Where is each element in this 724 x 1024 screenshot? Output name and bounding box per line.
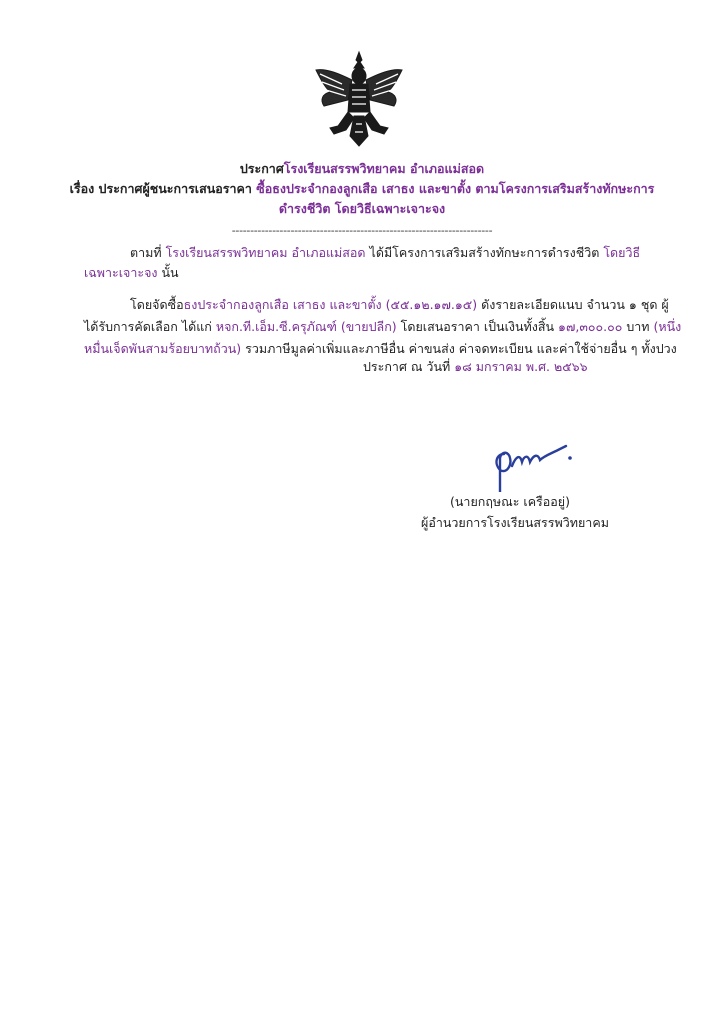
paragraph-2-line-1 (130, 296, 669, 314)
subject-label: เรื่อง ประกาศผู้ชนะการเสนอราคา (69, 181, 252, 196)
subject-line (0, 180, 724, 198)
signature-mark (482, 432, 582, 492)
paragraph-1-line-1 (130, 244, 640, 262)
p1-text-a: ตามที่ (130, 245, 166, 260)
garuda-emblem-icon (312, 50, 406, 150)
p1-method: เฉพาะเจาะจง (84, 265, 158, 280)
subject-item: ซื้อธงประจำกองลูกเสือ เสาธง และขาตั้ง ตามโครงการเสริมสร้างทักษะการ (256, 181, 655, 196)
signer-position: ผู้อำนวยการโรงเรียนสรรพวิทยาคม (421, 515, 609, 530)
p1-text-b: ได้มีโครงการเสริมสร้างทักษะการดำรงชีวิต (365, 245, 604, 260)
paragraph-2-line-2 (84, 318, 681, 336)
paragraph-2-line-3 (84, 340, 677, 358)
p2-words-a: (หนึ่ง (653, 319, 682, 334)
p2-text-c: ได้รับการคัดเลือก ได้แก่ (84, 319, 216, 334)
p2-text-f: รวมภาษีมูลค่าเพิ่มและภาษีอื่น ค่าขนส่ง ค่าจดทะเบียน และค่าใช้จ่ายอื่น ๆ ทั้งปวง (241, 341, 677, 356)
announcement-title (0, 160, 724, 178)
p1-school: โรงเรียนสรรพวิทยาคม อำเภอแม่สอด (165, 245, 366, 260)
announce-label: ประกาศ ณ วันที่ (363, 359, 451, 374)
p2-words-b: หมื่นเจ็ดพันสามร้อยบาทถ้วน) (84, 341, 242, 356)
p2-amount: ๑๗,๓๐๐.๐๐ (558, 319, 623, 334)
subject-line-2: ดำรงชีวิต โดยวิธีเฉพาะเจาะจง (278, 201, 446, 216)
p2-text-e: บาท (622, 319, 654, 334)
p2-text-a: โดยจัดซื้อ (130, 297, 184, 312)
p2-text-b: ดังรายละเอียดแนบ จำนวน ๑ ชุด ผู้ (477, 297, 669, 312)
p2-vendor: หจก.ที.เอ็ม.ซี.ครุภัณฑ์ (ขายปลีก) (215, 319, 397, 334)
signer-name: (นายกฤษณะ เครืออยู่) (450, 494, 570, 509)
paragraph-1-line-2 (84, 264, 179, 282)
title-prefix: ประกาศ (239, 161, 284, 176)
title-school: โรงเรียนสรรพวิทยาคม อำเภอแม่สอด (283, 161, 485, 176)
p2-item: ธงประจำกองลูกเสือ เสาธง และขาตั้ง (๕๕.๑๒.๑๗.๑๕) (183, 297, 478, 312)
announcement-date-line (363, 358, 588, 376)
p1-text-c: โดยวิธี (603, 245, 641, 260)
p1-text-end: นั้น (157, 265, 179, 280)
announce-date: ๑๘ มกราคม พ.ศ. ๒๕๖๖ (450, 359, 588, 374)
divider: ----------------------------------------------------------------------- (231, 224, 493, 237)
p2-text-d: โดยเสนอราคา เป็นเงินทั้งสิ้น (396, 319, 559, 334)
